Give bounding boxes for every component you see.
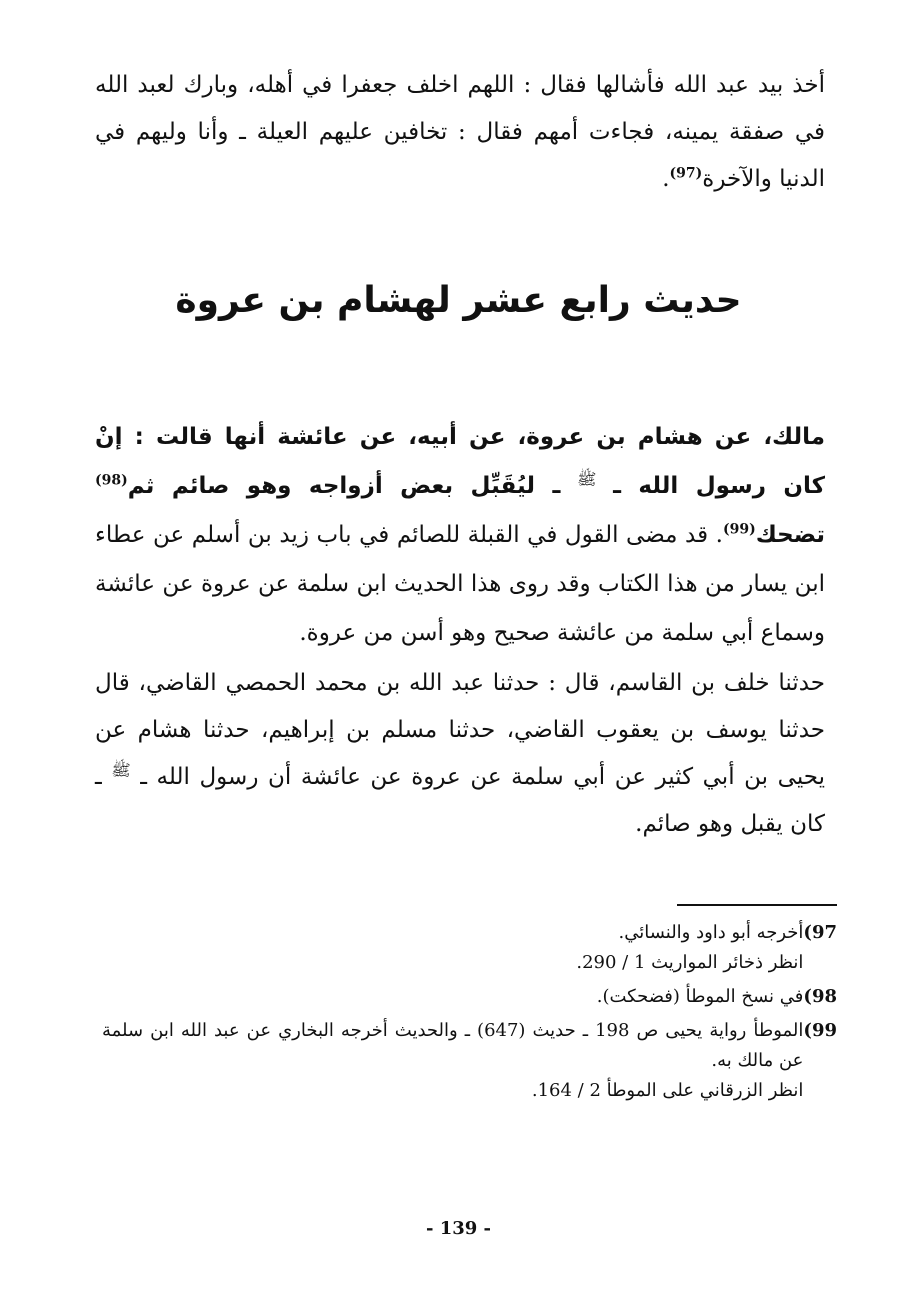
- page-number: - 139 -: [425, 1218, 492, 1239]
- footnote-number: 98): [803, 986, 837, 1007]
- intro-paragraph: [95, 62, 825, 203]
- hadith-bold-c: تضحك: [755, 522, 825, 548]
- footnote-body: [102, 918, 803, 978]
- isnad-part2: ـ كان يقبل وهو صائم.: [95, 764, 825, 837]
- footnote-number: 99): [803, 1020, 837, 1041]
- footnote-body: [102, 982, 803, 1012]
- footnote-98: [102, 982, 837, 1012]
- footnote-ref-97: (97): [669, 165, 703, 182]
- hadith-bold-b: ـ ليُقَبِّل بعض أزواجه وهو صائم ثم: [127, 473, 561, 499]
- hadith-commentary: . قد مضى القول في القبلة للصائم في باب زيد بن أسلم عن عطاء ابن يسار من هذا الكتاب وقد روى هذا الحديث ابن سلمة عن عروة عن عائشة وسماع أبي سلمة من عائشة صحيح وهو أسن من عروة.: [95, 522, 825, 646]
- footnote-separator: [677, 904, 837, 906]
- hadith-bold-a: مالك، عن هشام بن عروة، عن أبيه، عن عائشة أنها قالت : إنْ كان رسول الله ـ: [95, 424, 826, 499]
- salawat-symbol: ﷺ: [111, 760, 131, 780]
- intro-end: .: [662, 166, 670, 192]
- footnote-ref-98: (98): [95, 472, 128, 489]
- salawat-symbol: ﷺ: [577, 469, 597, 489]
- footnote-line: في نسخ الموطأ (فضحكت).: [596, 986, 804, 1007]
- hadith-paragraph: [95, 413, 825, 658]
- footnote-line: الموطأ رواية يحيى ص 198 ـ حديث (647) ـ والحديث أخرجه البخاري عن عبد الله ابن سلمة عن مالك به.: [102, 1020, 804, 1071]
- section-heading: حديث رابع عشر لهشام بن عروة: [175, 280, 742, 321]
- footnote-line: أخرجه أبو داود والنسائي.: [618, 922, 804, 943]
- footnote-line: انظر الزرقاني على الموطأ 2 / 164.: [531, 1080, 804, 1101]
- isnad-part1: حدثنا خلف بن القاسم، قال : حدثنا عبد الله بن محمد الحمصي القاضي، قال حدثنا يوسف بن يعقوب القاضي، حدثنا مسلم بن إبراهيم، حدثنا هشام عن يحيى بن أبي كثير عن أبي سلمة عن عروة عن عائشة أن رسول الله ـ: [95, 670, 826, 790]
- footnote-line: انظر ذخائر المواريث 1 / 290.: [576, 952, 804, 973]
- footnote-97: [102, 918, 837, 978]
- footnote-ref-99: (99): [722, 521, 756, 538]
- footnotes: [102, 918, 837, 1110]
- footnote-body: [102, 1016, 803, 1106]
- intro-text: أخذ بيد عبد الله فأشالها فقال : اللهم اخلف جعفرا في أهله، وبارك لعبد الله في صفقة يمينه، فجاءت أمهم فقال : تخافين عليهم العيلة ـ وأنا وليهم في الدنيا والآخرة: [95, 72, 825, 192]
- footnote-99: [102, 1016, 837, 1106]
- isnad-paragraph: [95, 660, 825, 848]
- footnote-number: 97): [803, 922, 837, 943]
